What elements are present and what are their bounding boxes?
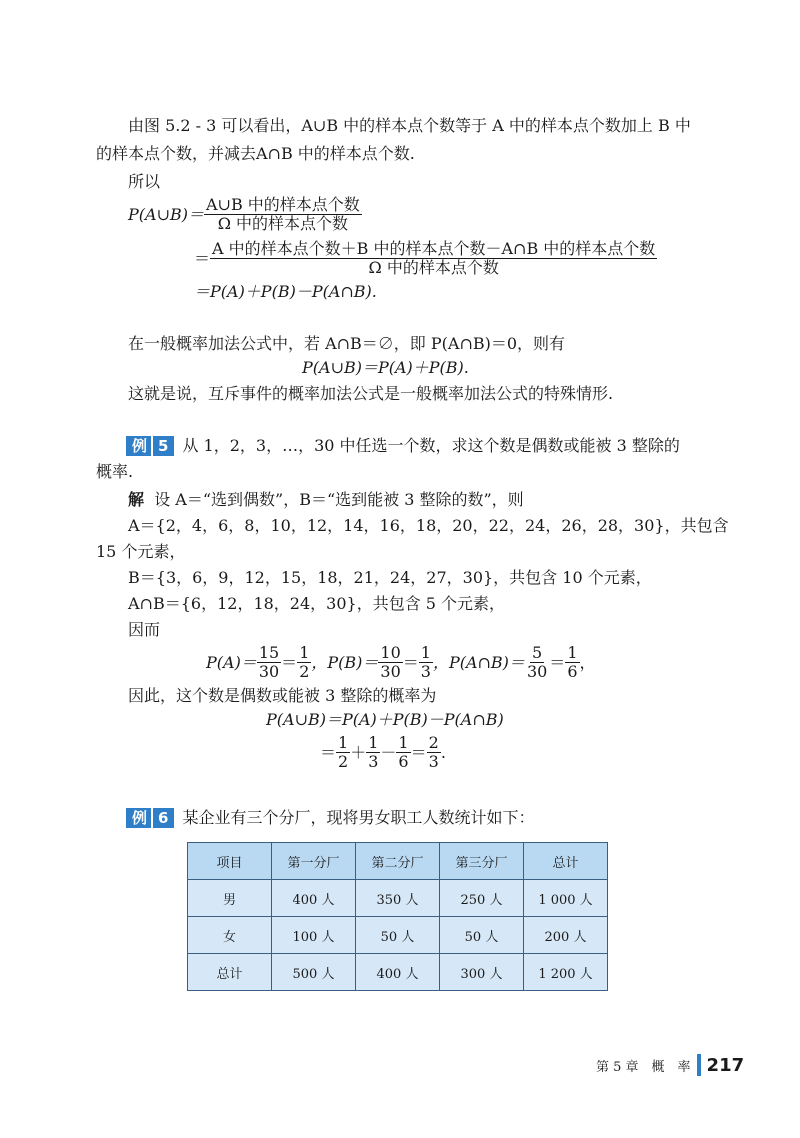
example5-question-line-1 bbox=[126, 436, 680, 456]
table-cell: 300 人 bbox=[440, 954, 524, 991]
pb-equals: ＝ bbox=[402, 652, 419, 672]
f2-b-den: 3 bbox=[368, 752, 379, 772]
f2-a-num: 1 bbox=[338, 733, 349, 752]
pab-f1-num: 5 bbox=[532, 643, 543, 662]
pb-f2-den: 3 bbox=[420, 662, 431, 682]
pab-f1-den: 30 bbox=[526, 662, 548, 682]
equation-1 bbox=[128, 196, 362, 234]
table-header-cell: 第一分厂 bbox=[272, 843, 356, 880]
f2-c-den: 6 bbox=[398, 752, 409, 772]
pab-equals: ＝ bbox=[549, 652, 566, 672]
eq1-lhs: P(A∪B)＝ bbox=[128, 204, 204, 224]
f2-plus: ＋ bbox=[350, 742, 367, 762]
probabilities-line bbox=[206, 644, 596, 682]
pab-end: ， bbox=[579, 652, 596, 672]
eq1-fraction bbox=[204, 196, 362, 234]
f2-r-num: 2 bbox=[428, 733, 439, 752]
f2-frac-b bbox=[366, 734, 380, 772]
example5-badge-num: 5 bbox=[151, 436, 168, 456]
pab-fraction-2 bbox=[565, 644, 579, 682]
pa-equals: ＝ bbox=[281, 652, 298, 672]
pab-f2-num: 1 bbox=[567, 643, 578, 662]
eq1-denominator: Ω 中的样本点个数 bbox=[217, 214, 349, 234]
pa-f2-den: 2 bbox=[299, 662, 310, 682]
f2-a-den: 2 bbox=[338, 752, 349, 772]
table-header-cell: 第二分厂 bbox=[356, 843, 440, 880]
solution-label: 解 bbox=[128, 490, 145, 509]
final-formula-2 bbox=[320, 734, 446, 772]
f2-equals: ＝ bbox=[320, 742, 337, 762]
example6-question-text: 某企业有三个分厂，现将男女职工人数统计如下： bbox=[182, 808, 535, 827]
set-a: A＝{2，4，6，8，10，12，14，16，18，20，22，24，26，28，30}，共包含 bbox=[128, 516, 729, 535]
eq2-denominator: Ω 中的样本点个数 bbox=[368, 258, 499, 278]
table-cell: 100 人 bbox=[272, 917, 356, 954]
table-cell: 50 人 bbox=[440, 917, 524, 954]
table-cell: 400 人 bbox=[356, 954, 440, 991]
pa-fraction-2 bbox=[297, 644, 311, 682]
table-cell: 500 人 bbox=[272, 954, 356, 991]
pa-f2-num: 1 bbox=[299, 643, 310, 662]
eq2-equals: ＝ bbox=[194, 248, 211, 268]
table-cell: 200 人 bbox=[524, 917, 608, 954]
table-cell: 250 人 bbox=[440, 880, 524, 917]
set-ab: A∩B＝{6，12，18，24，30}，共包含 5 个元素， bbox=[128, 594, 506, 613]
general-formula: P(A∪B)＝P(A)＋P(B). bbox=[302, 358, 469, 377]
footer-accent-bar bbox=[697, 1054, 701, 1076]
pa-f1-num: 15 bbox=[258, 643, 280, 662]
table-row bbox=[188, 954, 608, 991]
example5-question-line-2: 概率. bbox=[96, 462, 134, 481]
example5-question-text: 从 1，2，3，…，30 中任选一个数，求这个数是偶数或能被 3 整除的 bbox=[182, 436, 680, 455]
table-cell: 400 人 bbox=[272, 880, 356, 917]
f2-b-num: 1 bbox=[368, 733, 379, 752]
eq2-numerator: A 中的样本点个数＋B 中的样本点个数－A∩B 中的样本点个数 bbox=[212, 239, 656, 258]
f2-end: . bbox=[440, 742, 446, 762]
example6-badge bbox=[126, 808, 174, 828]
pab-fraction-1 bbox=[525, 644, 549, 682]
set-b: B＝{3，6，9，12，15，18，21，24，27，30}，共包含 10 个元素， bbox=[128, 568, 652, 587]
example6-question bbox=[126, 808, 534, 828]
equation-2 bbox=[194, 240, 657, 278]
intro-line-2: 的样本点个数，并减去A∩B 中的样本点个数. bbox=[96, 144, 415, 163]
solution-setup: 设 A＝“选到偶数”，B＝“选到能被 3 整除的数”，则 bbox=[154, 490, 524, 509]
table-row bbox=[188, 880, 608, 917]
pb-label: ，P(B)＝ bbox=[311, 652, 379, 672]
pab-f2-den: 6 bbox=[567, 662, 578, 682]
pa-label: P(A)＝ bbox=[206, 652, 257, 672]
pb-fraction-2 bbox=[419, 644, 433, 682]
final-formula-1: P(A∪B)＝P(A)＋P(B)－P(A∩B) bbox=[266, 710, 504, 729]
pab-label: ，P(A∩B)＝ bbox=[432, 652, 525, 672]
intro-line-1: 由图 5.2 - 3 可以看出，A∪B 中的样本点个数等于 A 中的样本点个数加上 B 中 bbox=[128, 116, 691, 135]
eq1-numerator: A∪B 中的样本点个数 bbox=[205, 195, 360, 214]
table-cell: 1 200 人 bbox=[524, 954, 608, 991]
f2-frac-a bbox=[336, 734, 350, 772]
table-header-cell: 总计 bbox=[524, 843, 608, 880]
pb-f1-num: 10 bbox=[380, 643, 401, 662]
equation-3: ＝P(A)＋P(B)－P(A∩B). bbox=[194, 282, 377, 301]
f2-equals-2: ＝ bbox=[410, 742, 427, 762]
pb-f1-den: 30 bbox=[380, 662, 401, 682]
pa-f1-den: 30 bbox=[258, 662, 280, 682]
example5-badge-char: 例 bbox=[132, 437, 148, 455]
example6-badge-num: 6 bbox=[151, 808, 168, 828]
f2-c-num: 1 bbox=[398, 733, 409, 752]
f2-frac-c bbox=[396, 734, 410, 772]
suoyi: 所以 bbox=[128, 172, 161, 191]
f2-r-den: 3 bbox=[428, 752, 439, 772]
table-header-row bbox=[188, 843, 608, 880]
example5-badge bbox=[126, 436, 174, 456]
table-cell: 350 人 bbox=[356, 880, 440, 917]
table-cell: 总计 bbox=[188, 954, 272, 991]
eq2-fraction bbox=[210, 240, 657, 278]
page-number: 217 bbox=[706, 1054, 745, 1076]
general-line-2: 这就是说，互斥事件的概率加法公式是一般概率加法公式的特殊情形. bbox=[128, 384, 614, 403]
table-cell: 男 bbox=[188, 880, 272, 917]
page-footer bbox=[596, 1054, 744, 1076]
table-header-cell: 项目 bbox=[188, 843, 272, 880]
chapter-label: 第 5 章 概 率 bbox=[596, 1059, 691, 1075]
f2-minus: － bbox=[380, 742, 397, 762]
pa-fraction-1 bbox=[257, 644, 281, 682]
table-cell: 50 人 bbox=[356, 917, 440, 954]
table-row bbox=[188, 917, 608, 954]
table-header-cell: 第三分厂 bbox=[440, 843, 524, 880]
example6-badge-char: 例 bbox=[132, 809, 148, 827]
conclusion-text: 因此，这个数是偶数或能被 3 整除的概率为 bbox=[128, 686, 437, 705]
yiner: 因而 bbox=[128, 620, 161, 639]
table-cell: 1 000 人 bbox=[524, 880, 608, 917]
pb-f2-num: 1 bbox=[420, 643, 431, 662]
set-a-count: 15 个元素， bbox=[96, 542, 186, 561]
table-cell: 女 bbox=[188, 917, 272, 954]
f2-frac-r bbox=[427, 734, 441, 772]
general-line-1: 在一般概率加法公式中，若 A∩B＝∅，即 P(A∩B)＝0，则有 bbox=[128, 334, 566, 353]
staff-table bbox=[187, 842, 608, 991]
pb-fraction-1 bbox=[378, 644, 402, 682]
example5-solution-line-1 bbox=[128, 490, 524, 510]
